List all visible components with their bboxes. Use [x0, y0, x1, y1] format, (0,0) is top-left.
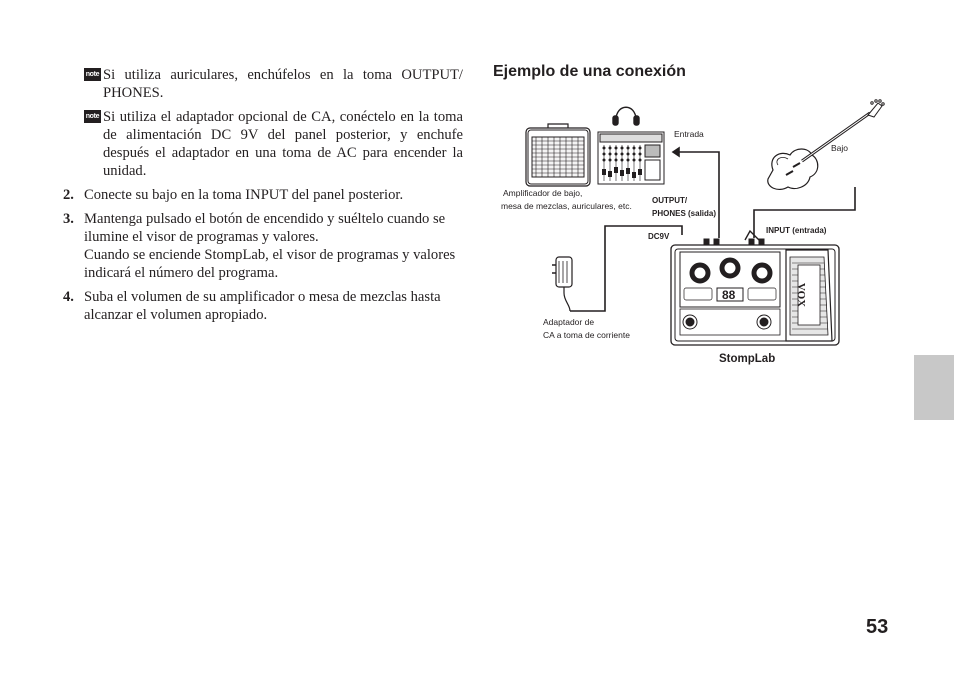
step-number: 4.	[63, 289, 74, 305]
step-text: Conecte su bajo en la toma INPUT del panel posterior.	[84, 187, 404, 203]
label-adapter-line1: Adaptador de	[543, 317, 595, 327]
label-dc9v: DC9V	[648, 232, 670, 241]
bass-guitar-icon	[768, 100, 884, 190]
page-number: 53	[866, 616, 889, 638]
label-adapter-line2: CA a toma de corriente	[543, 330, 630, 340]
instructions-column	[63, 66, 463, 324]
note-icon: note	[84, 110, 101, 123]
mixer-icon	[598, 132, 664, 184]
label-output-line1: OUTPUT/	[652, 196, 688, 205]
stomplab-pedal-icon	[671, 239, 839, 345]
connection-diagram	[490, 95, 890, 375]
step-text: Suba el volumen de su amplificador o mesa de mezclas hasta alcanzar el volumen apropiado.	[84, 289, 441, 323]
label-amp-line2: mesa de mezclas, auriculares, etc.	[501, 201, 632, 211]
note-text: Si utiliza auriculares, enchúfelos en la toma OUTPUT/ PHONES.	[103, 67, 463, 101]
pedal-brand: VOX	[795, 282, 807, 308]
pedal-display: 88	[722, 288, 736, 302]
headphones-icon	[613, 107, 639, 125]
label-entrada: Entrada	[674, 129, 704, 139]
step-continuation: Cuando se enciende StompLab, el visor de programas y valores indicará el número del programa.	[84, 247, 456, 281]
amplifier-icon	[526, 124, 590, 186]
note-headphones	[63, 66, 463, 102]
note-icon: note	[84, 68, 101, 81]
label-bajo: Bajo	[831, 143, 849, 153]
chapter-tab	[914, 355, 954, 420]
step-2	[63, 186, 463, 204]
section-heading: Ejemplo de una conexión	[493, 63, 686, 80]
note-ac-adapter	[63, 108, 463, 180]
label-output-line2: PHONES (salida)	[652, 209, 717, 218]
note-text: Si utiliza el adaptador opcional de CA, conéctelo en la toma de alimentación DC 9V del panel posterior, y enchufe después el adaptador en una toma de AC para encender la unidad.	[103, 109, 463, 179]
step-4	[63, 288, 463, 324]
ac-adapter-icon	[552, 257, 572, 311]
step-number: 2.	[63, 187, 74, 203]
step-3	[63, 210, 463, 282]
step-number: 3.	[63, 211, 74, 227]
label-input: INPUT (entrada)	[766, 226, 827, 235]
step-text: Mantenga pulsado el botón de encendido y suéltelo cuando se ilumine el visor de programas y valores.	[84, 211, 446, 245]
label-amp-line1: Amplificador de bajo,	[503, 188, 583, 198]
diagram-caption: StompLab	[719, 353, 776, 365]
